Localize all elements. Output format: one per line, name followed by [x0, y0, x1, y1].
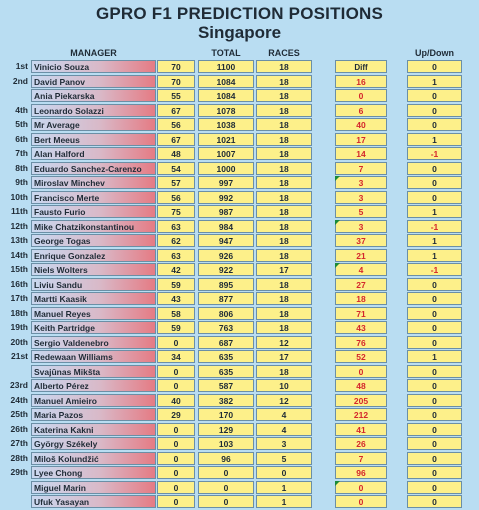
manager-name: Miroslav Minchev	[31, 176, 156, 189]
diff-value: 21	[335, 249, 387, 262]
race-points: 40	[157, 394, 195, 407]
race-points: 0	[157, 423, 195, 436]
race-points: 0	[157, 336, 195, 349]
position-label: 16th	[10, 278, 28, 289]
diff-value: 7	[335, 162, 387, 175]
table-row	[0, 321, 479, 336]
total-points: 926	[198, 249, 254, 262]
total-points: 129	[198, 423, 254, 436]
header-diff: Diff	[335, 60, 387, 73]
total-points: 877	[198, 292, 254, 305]
position-label: 6th	[15, 133, 28, 144]
position-label: 13th	[10, 235, 28, 245]
race-points: 59	[157, 321, 195, 334]
races-count: 4	[256, 408, 312, 421]
races-count: 18	[256, 162, 312, 175]
total-points: 895	[198, 278, 254, 291]
race-points: 56	[157, 191, 195, 204]
race-points: 56	[157, 118, 195, 131]
total-points: 1007	[198, 147, 254, 160]
race-points: 67	[157, 104, 195, 117]
position-label: 20th	[10, 336, 28, 347]
updown-value: 0	[407, 437, 462, 450]
updown-value: 0	[407, 118, 462, 131]
table-row	[0, 176, 479, 191]
table-row	[0, 133, 479, 148]
table-row	[0, 423, 479, 438]
updown-value: 0	[407, 104, 462, 117]
table-row	[0, 466, 479, 481]
manager-name: Keith Partridge	[31, 321, 156, 334]
total-points: 1000	[198, 162, 254, 175]
standings-table	[0, 60, 479, 510]
races-count: 18	[256, 307, 312, 320]
position-label: 24th	[10, 394, 28, 405]
race-points: 0	[157, 437, 195, 450]
manager-name: Francisco Merte	[31, 191, 156, 204]
manager-name: Lyee Chong	[31, 466, 156, 479]
table-row	[0, 278, 479, 293]
total-points: 992	[198, 191, 254, 204]
races-count: 17	[256, 263, 312, 276]
updown-value: 0	[407, 60, 462, 73]
comment-marker-icon	[335, 220, 340, 225]
updown-value: 0	[407, 162, 462, 175]
updown-value: 0	[407, 307, 462, 320]
comment-marker-icon	[335, 176, 340, 181]
race-points: 48	[157, 147, 195, 160]
total-points: 587	[198, 379, 254, 392]
table-row	[0, 147, 479, 162]
updown-value: 1	[407, 133, 462, 146]
total-points: 987	[198, 205, 254, 218]
race-points: 0	[157, 365, 195, 378]
races-count: 18	[256, 60, 312, 73]
race-points: 55	[157, 89, 195, 102]
total-points: 0	[198, 481, 254, 494]
races-count: 12	[256, 336, 312, 349]
diff-value: 4	[335, 263, 387, 276]
comment-marker-icon	[335, 481, 340, 486]
diff-value: 17	[335, 133, 387, 146]
updown-value: 1	[407, 75, 462, 88]
updown-value: 0	[407, 365, 462, 378]
header-races: RACES	[268, 48, 300, 58]
manager-name: Svajūnas Mikšta	[31, 365, 156, 378]
race-points: 34	[157, 350, 195, 363]
position-label: 26th	[10, 423, 28, 434]
position-label: 28th	[10, 452, 28, 463]
manager-name: Miguel Marin	[31, 481, 156, 494]
diff-value: 27	[335, 278, 387, 291]
total-points: 1038	[198, 118, 254, 131]
manager-name: Alberto Pérez	[31, 379, 156, 392]
updown-value: 0	[407, 466, 462, 479]
diff-value: 71	[335, 307, 387, 320]
manager-name: Maria Pazos	[31, 408, 156, 421]
position-label	[0, 481, 30, 494]
races-count: 18	[256, 205, 312, 218]
diff-value: 52	[335, 350, 387, 363]
races-count: 1	[256, 495, 312, 508]
manager-name: Niels Wolters	[31, 263, 156, 276]
page-title: GPRO F1 PREDICTION POSITIONS	[95, 4, 384, 23]
race-points: 70	[157, 60, 195, 73]
position-label: 29th	[10, 467, 28, 477]
position-label: 23rd	[10, 380, 28, 390]
updown-value: -1	[407, 220, 462, 233]
diff-value: 96	[335, 466, 387, 479]
table-row	[0, 307, 479, 322]
manager-name: Bert Meeus	[31, 133, 156, 146]
table-row	[0, 60, 479, 75]
table-row	[0, 89, 479, 104]
manager-name: Fausto Furio	[31, 205, 156, 218]
manager-name: Manuel Reyes	[31, 307, 156, 320]
updown-value: 0	[407, 408, 462, 421]
position-label: 9th	[15, 177, 28, 187]
manager-name: Redewaan Williams	[31, 350, 156, 363]
table-row	[0, 365, 479, 380]
races-count: 18	[256, 249, 312, 262]
race-points: 0	[157, 379, 195, 392]
position-label: 5th	[15, 119, 28, 129]
table-row	[0, 452, 479, 467]
races-count: 18	[256, 220, 312, 233]
total-points: 0	[198, 466, 254, 479]
updown-value: 0	[407, 278, 462, 291]
position-label	[0, 89, 30, 102]
races-count: 18	[256, 133, 312, 146]
diff-value: 48	[335, 379, 387, 392]
races-count: 3	[256, 437, 312, 450]
diff-value: 0	[335, 365, 387, 378]
total-points: 922	[198, 263, 254, 276]
manager-name: György Székely	[31, 437, 156, 450]
total-points: 635	[198, 365, 254, 378]
diff-value: 14	[335, 147, 387, 160]
position-label: 25th	[10, 409, 28, 419]
manager-name: Mike Chatzikonstantinou	[31, 220, 156, 233]
races-count: 18	[256, 278, 312, 291]
total-points: 997	[198, 176, 254, 189]
diff-value: 18	[335, 292, 387, 305]
races-count: 18	[256, 89, 312, 102]
position-label: 11th	[10, 206, 28, 216]
header-manager: MANAGER	[70, 48, 117, 58]
races-count: 12	[256, 394, 312, 407]
position-label: 7th	[15, 148, 28, 158]
diff-value: 37	[335, 234, 387, 247]
total-points: 1078	[198, 104, 254, 117]
diff-value: 3	[335, 220, 387, 233]
updown-value: -1	[407, 263, 462, 276]
diff-value: 3	[335, 191, 387, 204]
table-row	[0, 249, 479, 264]
position-label	[0, 365, 30, 378]
position-label: 14th	[10, 249, 28, 260]
updown-value: 0	[407, 191, 462, 204]
race-points: 75	[157, 205, 195, 218]
diff-value: 26	[335, 437, 387, 450]
table-row	[0, 495, 479, 510]
position-label: 12th	[10, 220, 28, 231]
table-row	[0, 104, 479, 119]
races-count: 18	[256, 365, 312, 378]
position-label: 4th	[15, 104, 28, 115]
total-points: 96	[198, 452, 254, 465]
table-row	[0, 234, 479, 249]
manager-name: Miloš Kolundžić	[31, 452, 156, 465]
manager-name: David Panov	[31, 75, 156, 88]
manager-name: Sergio Valdenebro	[31, 336, 156, 349]
updown-value: 0	[407, 336, 462, 349]
diff-value: 0	[335, 481, 387, 494]
race-points: 63	[157, 249, 195, 262]
total-points: 1021	[198, 133, 254, 146]
header-updown: Up/Down	[415, 48, 454, 58]
total-points: 170	[198, 408, 254, 421]
race-points: 62	[157, 234, 195, 247]
updown-value: 0	[407, 481, 462, 494]
total-points: 382	[198, 394, 254, 407]
total-points: 1100	[198, 60, 254, 73]
manager-name: George Togas	[31, 234, 156, 247]
manager-name: Mr Average	[31, 118, 156, 131]
total-points: 806	[198, 307, 254, 320]
race-points: 0	[157, 481, 195, 494]
diff-value: 0	[335, 89, 387, 102]
diff-value: 40	[335, 118, 387, 131]
diff-value: 76	[335, 336, 387, 349]
table-row	[0, 191, 479, 206]
table-row	[0, 75, 479, 90]
position-label: 8th	[15, 162, 28, 173]
race-points: 54	[157, 162, 195, 175]
manager-name: Ufuk Yasayan	[31, 495, 156, 508]
position-label: 15th	[10, 264, 28, 274]
race-points: 0	[157, 452, 195, 465]
table-row	[0, 350, 479, 365]
total-points: 1084	[198, 89, 254, 102]
position-label	[0, 495, 30, 508]
diff-value: 43	[335, 321, 387, 334]
race-name: Singapore	[197, 23, 282, 42]
races-count: 17	[256, 350, 312, 363]
races-count: 18	[256, 118, 312, 131]
updown-value: 0	[407, 495, 462, 508]
updown-value: 0	[407, 379, 462, 392]
manager-name: Ania Piekarska	[31, 89, 156, 102]
table-row	[0, 220, 479, 235]
races-count: 0	[256, 466, 312, 479]
updown-value: 0	[407, 321, 462, 334]
total-points: 763	[198, 321, 254, 334]
race-points: 70	[157, 75, 195, 88]
diff-value: 6	[335, 104, 387, 117]
diff-value: 7	[335, 452, 387, 465]
position-label: 18th	[10, 307, 28, 318]
total-points: 0	[198, 495, 254, 508]
table-row	[0, 292, 479, 307]
table-row	[0, 162, 479, 177]
diff-value: 5	[335, 205, 387, 218]
races-count: 18	[256, 321, 312, 334]
updown-value: -1	[407, 147, 462, 160]
updown-value: 0	[407, 423, 462, 436]
manager-name: Katerina Kakni	[31, 423, 156, 436]
races-count: 18	[256, 75, 312, 88]
race-points: 0	[157, 466, 195, 479]
diff-value: 3	[335, 176, 387, 189]
race-points: 58	[157, 307, 195, 320]
manager-name: Manuel Amieiro	[31, 394, 156, 407]
races-count: 18	[256, 234, 312, 247]
races-count: 10	[256, 379, 312, 392]
races-count: 1	[256, 481, 312, 494]
table-row	[0, 394, 479, 409]
race-points: 29	[157, 408, 195, 421]
races-count: 18	[256, 104, 312, 117]
diff-value: 212	[335, 408, 387, 421]
diff-value: 205	[335, 394, 387, 407]
races-count: 18	[256, 147, 312, 160]
race-points: 0	[157, 495, 195, 508]
race-points: 57	[157, 176, 195, 189]
table-row	[0, 481, 479, 496]
race-points: 42	[157, 263, 195, 276]
updown-value: 1	[407, 249, 462, 262]
position-label: 1st	[15, 61, 28, 71]
races-count: 5	[256, 452, 312, 465]
position-label: 21st	[10, 351, 28, 361]
updown-value: 1	[407, 234, 462, 247]
races-count: 18	[256, 292, 312, 305]
race-points: 43	[157, 292, 195, 305]
table-row	[0, 118, 479, 133]
race-points: 67	[157, 133, 195, 146]
header-total: TOTAL	[211, 48, 241, 58]
updown-value: 0	[407, 176, 462, 189]
manager-name: Vinicio Souza	[31, 60, 156, 73]
manager-name: Martti Kaasik	[31, 292, 156, 305]
races-count: 18	[256, 176, 312, 189]
position-label: 27th	[10, 438, 28, 448]
races-count: 18	[256, 191, 312, 204]
table-row	[0, 379, 479, 394]
updown-value: 0	[407, 452, 462, 465]
table-row	[0, 205, 479, 220]
updown-value: 0	[407, 292, 462, 305]
diff-value: 16	[335, 75, 387, 88]
table-row	[0, 408, 479, 423]
table-row	[0, 336, 479, 351]
position-label: 19th	[10, 322, 28, 332]
position-label: 10th	[10, 191, 28, 202]
manager-name: Leonardo Solazzi	[31, 104, 156, 117]
position-label: 17th	[10, 293, 28, 303]
table-row	[0, 437, 479, 452]
diff-value: 0	[335, 495, 387, 508]
total-points: 635	[198, 350, 254, 363]
race-points: 63	[157, 220, 195, 233]
total-points: 103	[198, 437, 254, 450]
race-points: 59	[157, 278, 195, 291]
manager-name: Eduardo Sanchez-Carenzo	[31, 162, 156, 175]
updown-value: 0	[407, 394, 462, 407]
position-label: 2nd	[12, 75, 28, 86]
manager-name: Enrique Gonzalez	[31, 249, 156, 262]
total-points: 947	[198, 234, 254, 247]
total-points: 687	[198, 336, 254, 349]
total-points: 1084	[198, 75, 254, 88]
manager-name: Liviu Sandu	[31, 278, 156, 291]
comment-marker-icon	[335, 263, 340, 268]
updown-value: 1	[407, 350, 462, 363]
races-count: 4	[256, 423, 312, 436]
diff-value: 41	[335, 423, 387, 436]
total-points: 984	[198, 220, 254, 233]
updown-value: 0	[407, 89, 462, 102]
updown-value: 1	[407, 205, 462, 218]
table-row	[0, 263, 479, 278]
manager-name: Alan Halford	[31, 147, 156, 160]
